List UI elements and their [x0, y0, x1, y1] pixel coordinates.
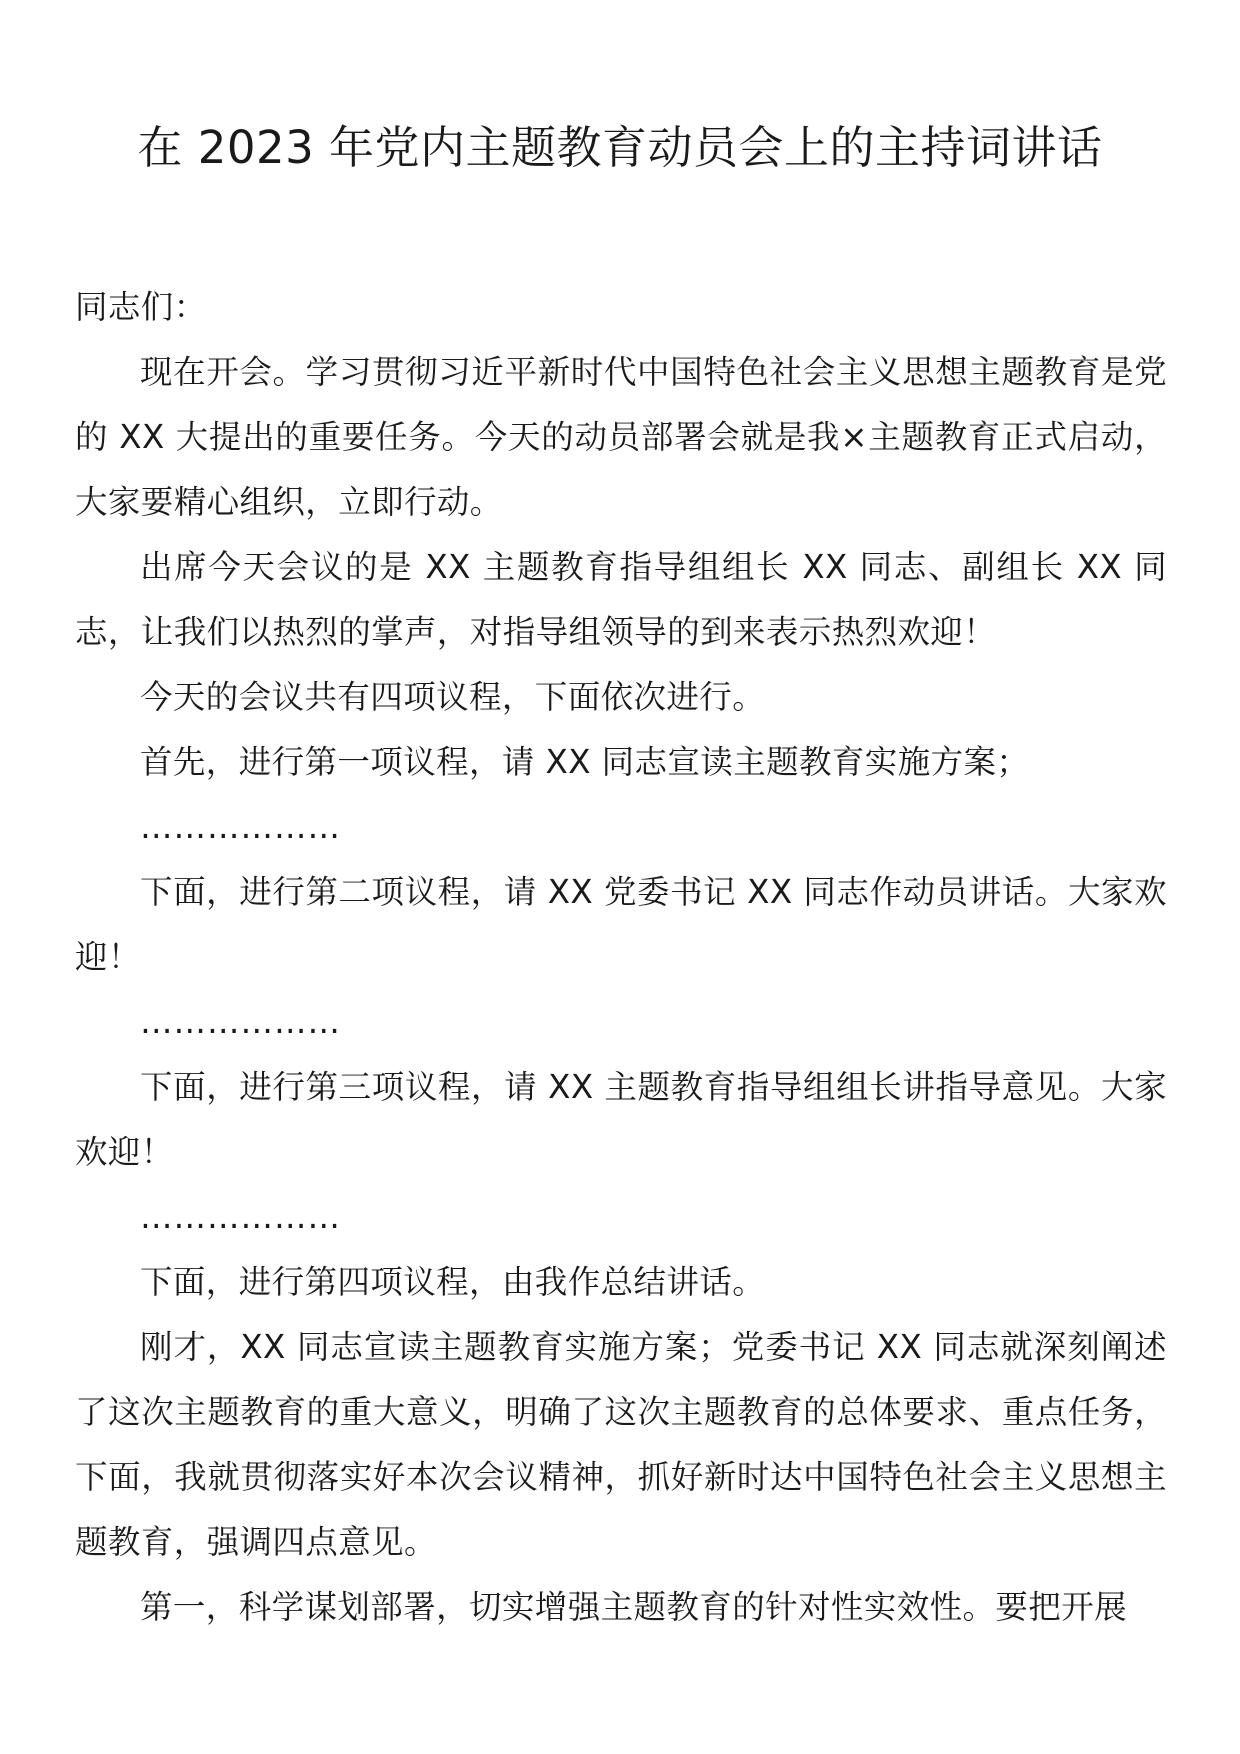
- ellipsis-1: ………………: [140, 808, 341, 846]
- salutation: 同志们：: [75, 288, 207, 326]
- paragraph-agenda-item-1: 首先，进行第一项议程，请 XX 同志宣读主题教育实施方案；: [140, 743, 1030, 781]
- paragraph-point-1: 第一，科学谋划部署，切实增强主题教育的针对性实效性。要把开展: [140, 1588, 1128, 1626]
- paragraph-agenda-item-2: 下面，进行第二项议程，请 XX 党委书记 XX 同志作动员讲话。大家欢迎！: [75, 873, 1167, 976]
- paragraph-agenda-item-4: 下面，进行第四项议程，由我作总结讲话。: [140, 1263, 766, 1301]
- paragraph-opening: 现在开会。学习贯彻习近平新时代中国特色社会主义思想主题教育是党的 XX 大提出的重要任务。今天的动员部署会就是我×主题教育正式启动，大家要精心组织，立即行动。: [75, 353, 1167, 521]
- ellipsis-3: ………………: [140, 1198, 341, 1236]
- paragraph-attendees: 出席今天会议的是 XX 主题教育指导组组长 XX 同志、副组长 XX 同志，让我们以热烈的掌声，对指导组领导的到来表示热烈欢迎！: [75, 548, 1167, 651]
- paragraph-agenda-item-3: 下面，进行第三项议程，请 XX 主题教育指导组组长讲指导意见。大家欢迎！: [75, 1068, 1167, 1171]
- ellipsis-2: ………………: [140, 1003, 341, 1041]
- paragraph-agenda-intro: 今天的会议共有四项议程，下面依次进行。: [140, 678, 766, 716]
- document-body: [75, 275, 1167, 1640]
- paragraph-summary: 刚才，XX 同志宣读主题教育实施方案；党委书记 XX 同志就深刻阐述了这次主题教育的重大意义，明确了这次主题教育的总体要求、重点任务，下面，我就贯彻落实好本次会议精神，抓好新时达中国特色社会主义思想主题教育，强调四点意见。: [75, 1328, 1167, 1561]
- document-title: 在 2023 年党内主题教育动员会上的主持词讲话: [137, 121, 1103, 174]
